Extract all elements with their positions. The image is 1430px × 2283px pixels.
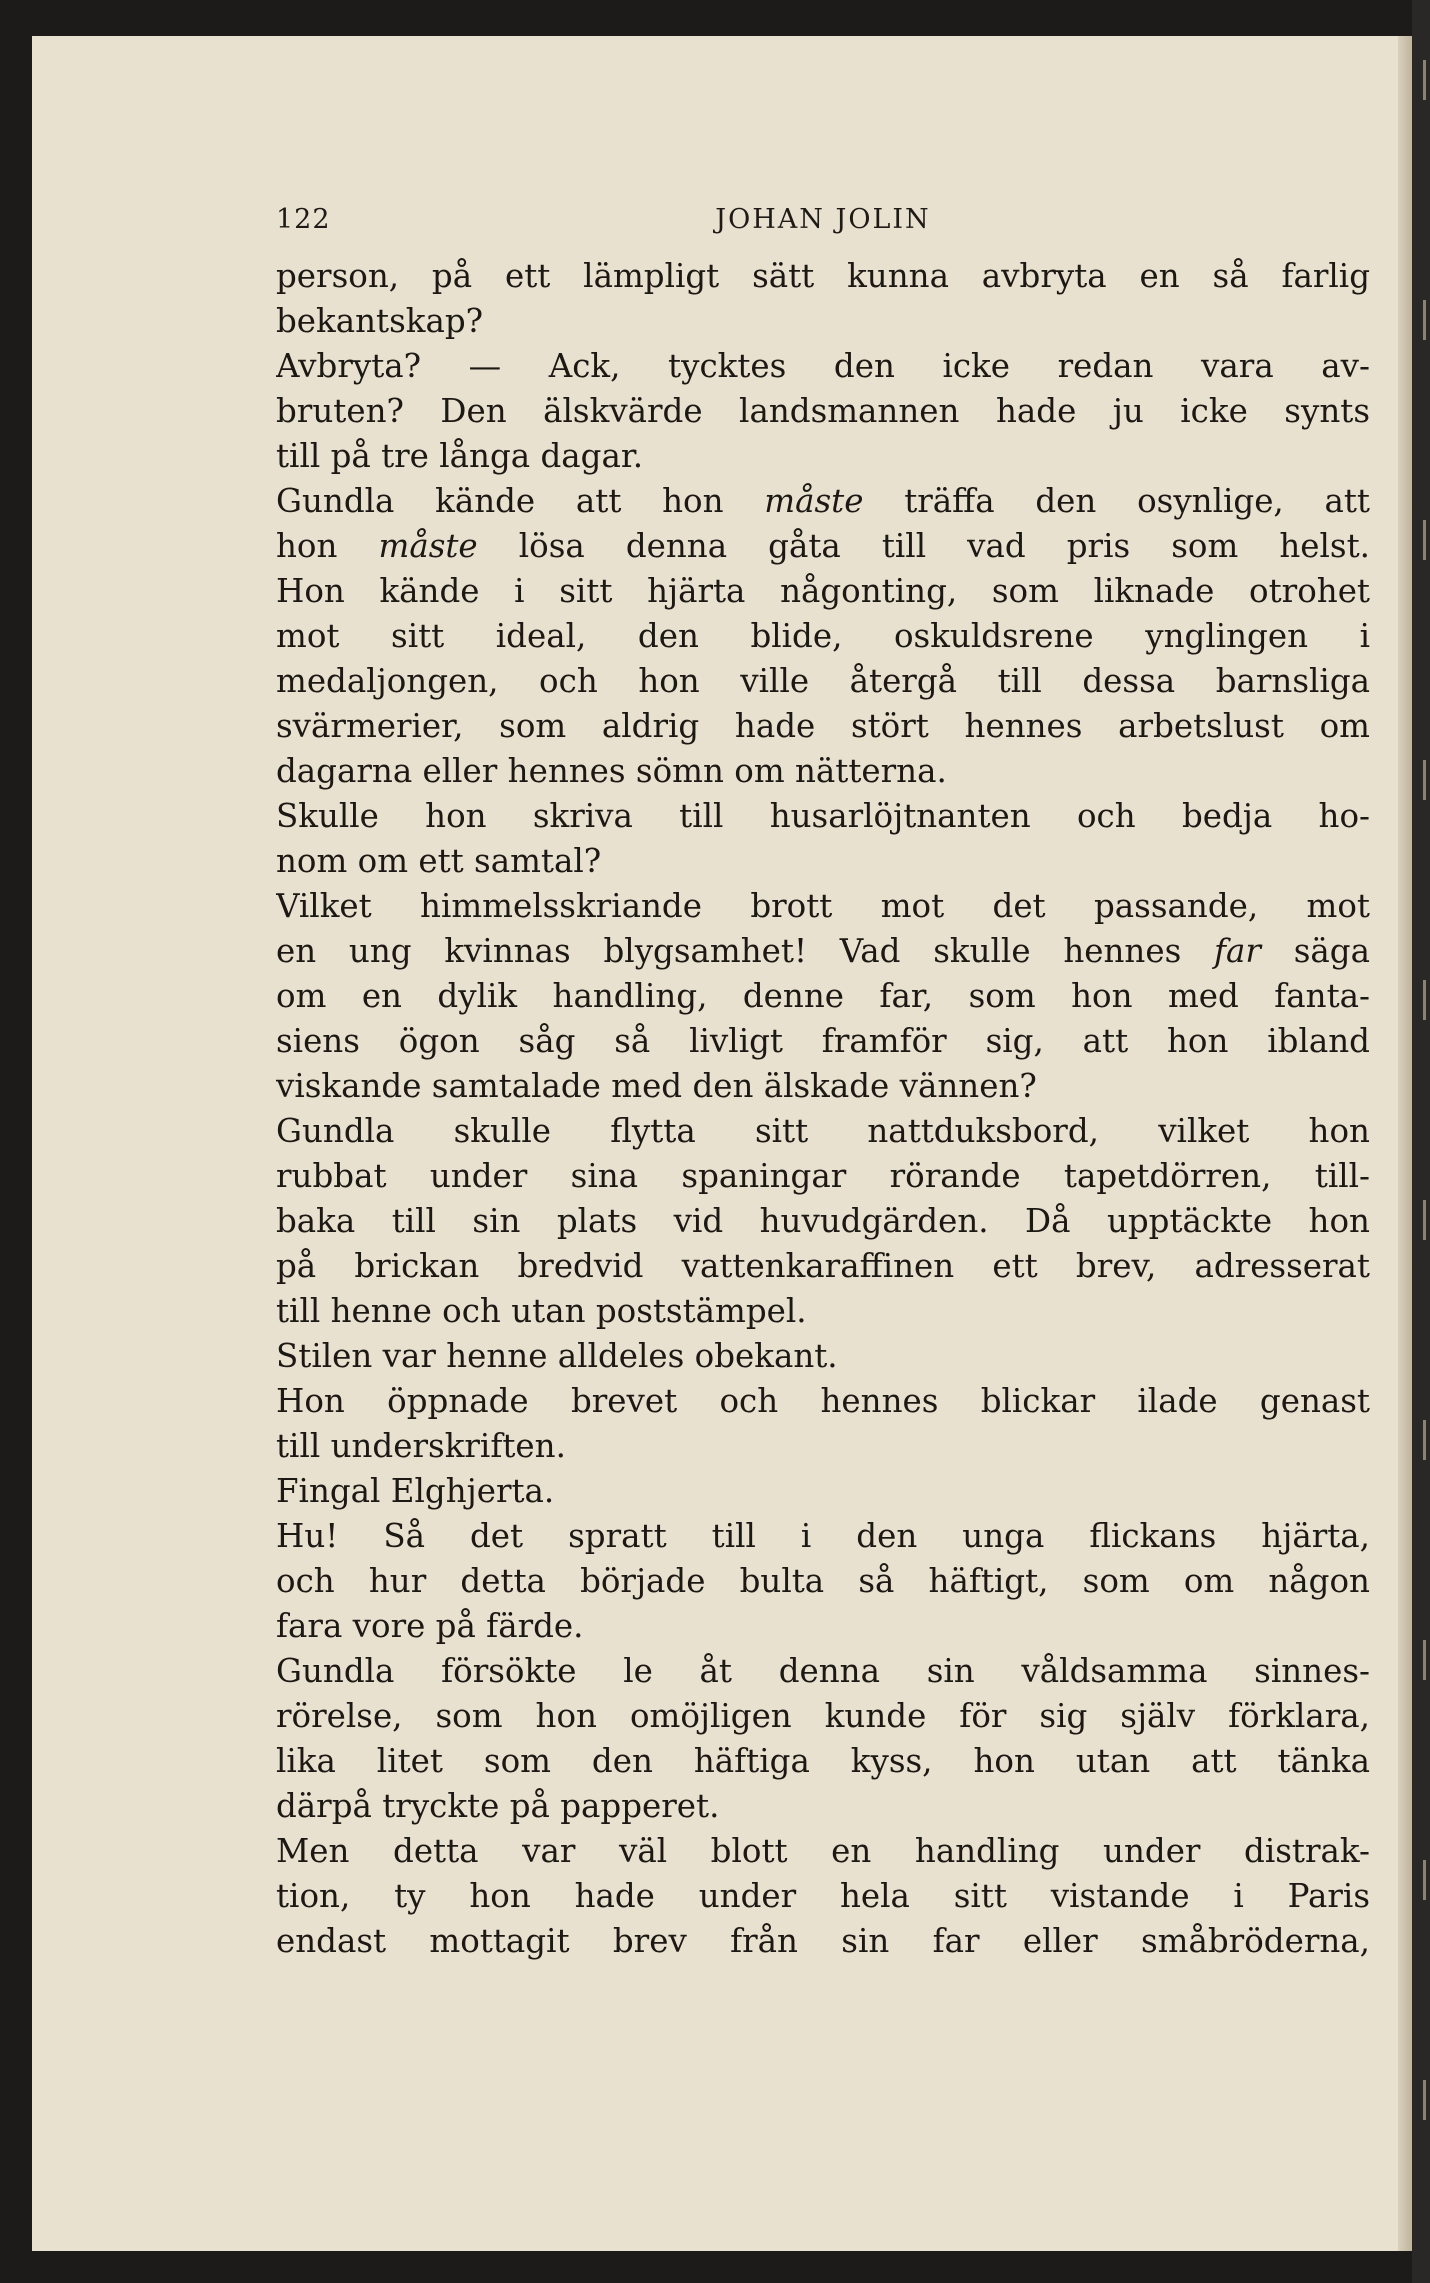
emphasized-word: måste [378, 527, 478, 565]
text-span: en ung kvinnas blygsamhet! Vad skulle hennes [276, 932, 1215, 970]
text-line: till henne och utan poststämpel. [276, 1292, 807, 1330]
ruler-tick [1423, 300, 1426, 340]
text-line: därpå tryckte på papperet. [276, 1787, 720, 1825]
text-line: lika litet som den häftiga kyss, hon utan att tänka [276, 1742, 1370, 1780]
text-line: baka till sin plats vid huvudgärden. Då upptäckte hon [276, 1202, 1370, 1240]
text-line: och hur detta började bulta så häftigt, som om någon [276, 1562, 1370, 1600]
text-line: Vilket himmelsskriande brott mot det passande, mot [276, 887, 1370, 925]
text-line: Gundla skulle flytta sitt nattduksbord, vilket hon [276, 1112, 1370, 1150]
text-line: viskande samtalade med den älskade vännen? [276, 1067, 1037, 1105]
text-span: säga [1260, 932, 1370, 970]
ruler-tick [1423, 2080, 1426, 2120]
text-line: rörelse, som hon omöjligen kunde för sig själv förklara, [276, 1697, 1370, 1735]
ruler-tick [1423, 1200, 1426, 1240]
text-line: fara vore på färde. [276, 1607, 584, 1645]
text-line: svärmerier, som aldrig hade stört hennes arbetslust om [276, 707, 1370, 745]
ruler-tick [1423, 1860, 1426, 1900]
text-line [276, 524, 1370, 569]
text-line: Skulle hon skriva till husarlöjtnanten och bedja ho- [276, 797, 1370, 835]
text-line: siens ögon såg så livligt framför sig, att hon ibland [276, 1022, 1370, 1060]
text-line [276, 479, 1370, 524]
text-line: på brickan bredvid vattenkaraffinen ett brev, adresserat [276, 1247, 1370, 1285]
ruler-tick [1423, 760, 1426, 800]
text-line: Fingal Elghjerta. [276, 1472, 555, 1510]
text-line: Avbryta? — Ack, tycktes den icke redan vara av- [276, 347, 1370, 385]
emphasized-word: måste [764, 482, 864, 520]
text-line [276, 929, 1370, 974]
text-line: om en dylik handling, denne far, som hon med fanta- [276, 977, 1370, 1015]
text-line: Hu! Så det spratt till i den unga flickans hjärta, [276, 1517, 1370, 1555]
text-line: medaljongen, och hon ville återgå till dessa barnsliga [276, 662, 1370, 700]
ruler-tick [1423, 60, 1426, 100]
text-line: bruten? Den älskvärde landsmannen hade ju icke synts [276, 392, 1370, 430]
text-line: rubbat under sina spaningar rörande tapetdörren, till- [276, 1157, 1370, 1195]
text-line: Gundla försökte le åt denna sin våldsamma sinnes- [276, 1652, 1370, 1690]
text-span: hon [276, 527, 379, 565]
text-line: till underskriften. [276, 1427, 566, 1465]
ruler-tick [1423, 1420, 1426, 1460]
page-header [276, 190, 1370, 234]
text-line: endast mottagit brev från sin far eller småbröderna, [276, 1922, 1370, 1960]
ruler-tick [1423, 520, 1426, 560]
page-edge [1398, 36, 1412, 2251]
text-line: dagarna eller hennes sömn om nätterna. [276, 752, 947, 790]
text-line: Men detta var väl blott en handling under distrak- [276, 1832, 1370, 1870]
ruler-tick [1423, 980, 1426, 1020]
text-span: träffa den osynlige, att [863, 482, 1370, 520]
text-line: person, på ett lämpligt sätt kunna avbryta en så farlig [276, 257, 1370, 295]
text-line: bekantskap? [276, 302, 484, 340]
text-line: mot sitt ideal, den blide, oskuldsrene ynglingen i [276, 617, 1370, 655]
text-line: tion, ty hon hade under hela sitt vistande i Paris [276, 1877, 1370, 1915]
text-line: Hon kände i sitt hjärta någonting, som liknade otrohet [276, 572, 1370, 610]
emphasized-word: far [1214, 932, 1261, 970]
ruler-tick [1423, 1640, 1426, 1680]
scan-ruler [1412, 0, 1430, 2283]
running-title: JOHAN JOLIN [715, 204, 931, 235]
text-line: Hon öppnade brevet och hennes blickar ilade genast [276, 1382, 1370, 1420]
page-number: 122 [276, 204, 331, 235]
text-line: till på tre långa dagar. [276, 437, 644, 475]
book-page [32, 36, 1412, 2251]
text-span: lösa denna gåta till vad pris som helst. [477, 527, 1370, 565]
body-text [276, 254, 1370, 1964]
text-span: Gundla kände att hon [276, 482, 765, 520]
text-line: Stilen var henne alldeles obekant. [276, 1337, 838, 1375]
text-line: nom om ett samtal? [276, 842, 602, 880]
